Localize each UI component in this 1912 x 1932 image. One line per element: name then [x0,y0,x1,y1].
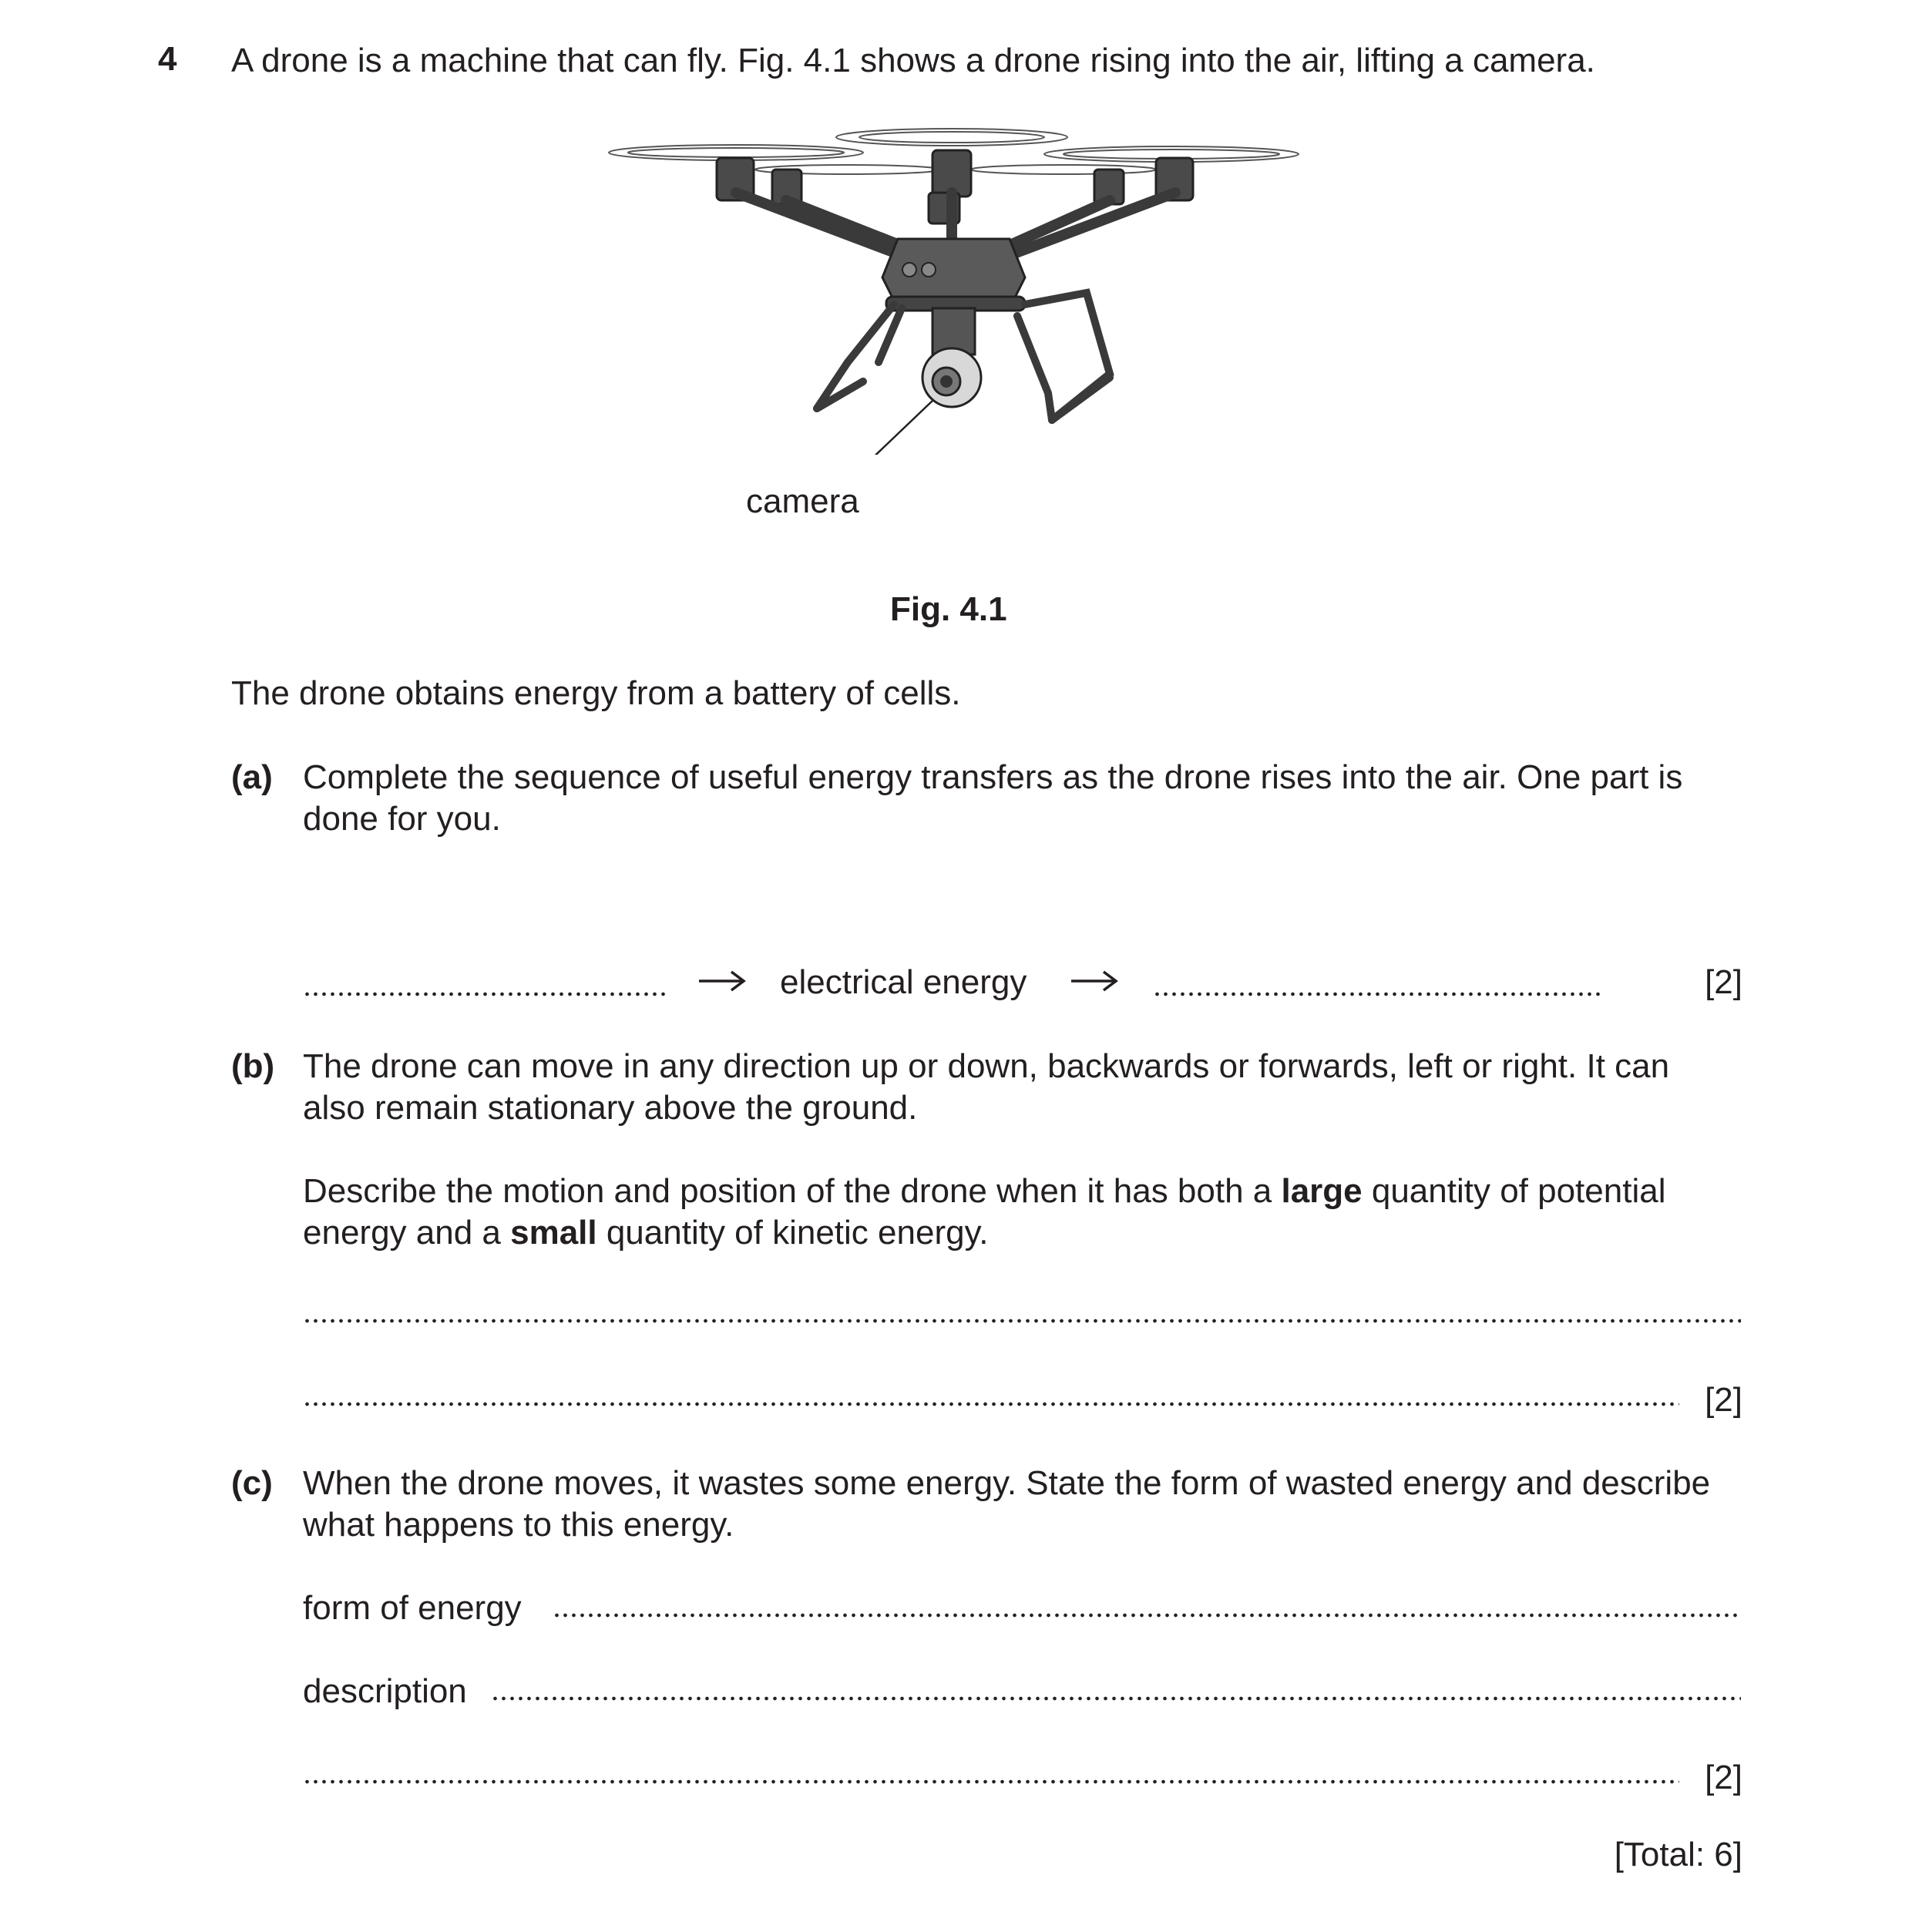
marks-part-a: [2] [1705,963,1742,1001]
marks-part-b: [2] [1705,1381,1742,1419]
marks-part-c: [2] [1705,1759,1742,1796]
part-c-text-line2: what happens to this energy. [303,1506,734,1544]
description-label: description [303,1672,467,1710]
figure-label-camera: camera [746,482,859,520]
question-statement: The drone obtains energy from a battery of cells. [231,674,961,712]
question-number: 4 [158,40,177,78]
arrow-right-icon [1070,969,1119,993]
part-b-prompt-line1: Describe the motion and position of the drone when it has both a large quantity of potential [303,1172,1666,1210]
emphasis-large: large [1281,1172,1363,1210]
emphasis-small: small [510,1214,597,1252]
form-of-energy-label: form of energy [303,1589,522,1627]
part-b-text-line2: also remain stationary above the ground. [303,1089,918,1127]
answer-line-c-3[interactable] [303,1779,1679,1785]
answer-line-a-output-energy[interactable] [1153,991,1600,997]
total-marks: [Total: 6] [1614,1836,1742,1873]
answer-line-b-1[interactable] [303,1318,1741,1324]
answer-line-a-input-energy[interactable] [303,991,665,997]
part-b-prompt-line2: energy and a small quantity of kinetic energy. [303,1214,989,1252]
part-b-label: (b) [231,1047,275,1085]
part-c-text-line1: When the drone moves, it wastes some energy. State the form of wasted energy and describe [303,1464,1711,1502]
answer-line-c-description[interactable] [491,1695,1741,1702]
figure-caption: Fig. 4.1 [890,590,1007,628]
arrow-right-icon [697,969,747,993]
answer-line-b-2[interactable] [303,1401,1679,1407]
part-a-text-line2: done for you. [303,800,501,838]
given-energy-form: electrical energy [780,963,1027,1001]
part-b-text-line1: The drone can move in any direction up or down, backwards or forwards, left or right. It can [303,1047,1670,1085]
question-intro: A drone is a machine that can fly. Fig. 4.1 shows a drone rising into the air, lifting a camera. [231,42,1595,79]
part-a-label: (a) [231,758,273,796]
answer-line-c-form[interactable] [553,1612,1741,1618]
part-a-text-line1: Complete the sequence of useful energy transfers as the drone rises into the air. One part is [303,758,1683,796]
part-c-label: (c) [231,1464,273,1502]
drone-illustration [593,116,1318,455]
